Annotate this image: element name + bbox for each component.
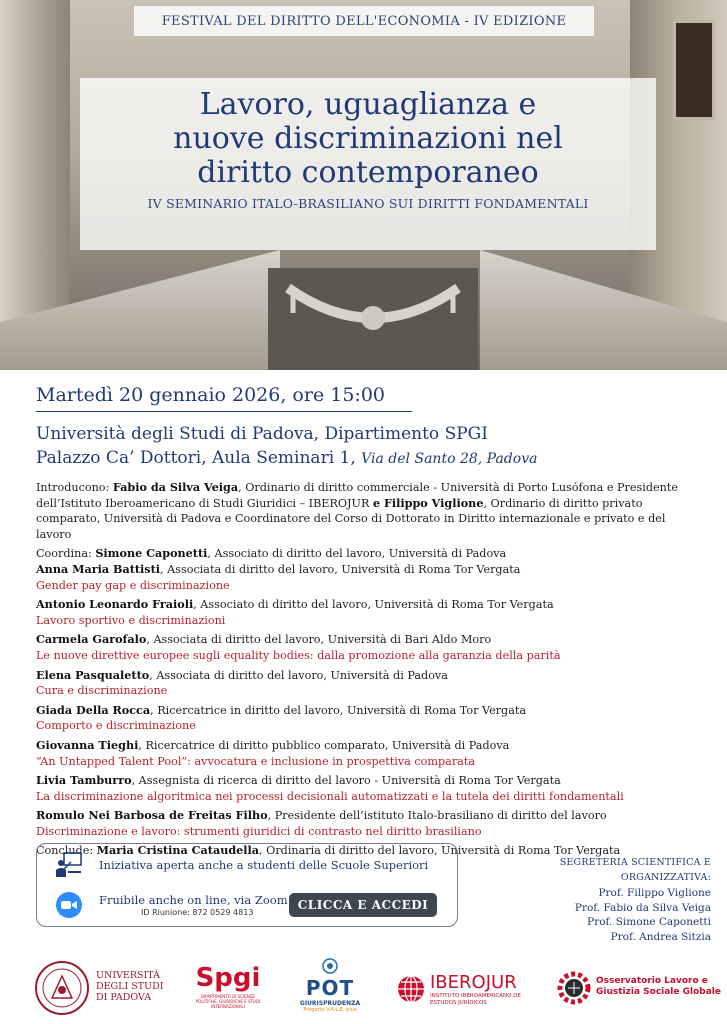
iberojur-wordmark: IBEROJUR bbox=[430, 972, 517, 993]
talk-title: La discriminazione algoritmica nei processi decisionali automatizzati e la tutela dei diritti fondamentali bbox=[36, 789, 624, 803]
online-access-box bbox=[36, 843, 458, 927]
program bbox=[36, 480, 696, 859]
zoom-note: Fruibile anche on line, via Zoom bbox=[99, 893, 288, 907]
talk-title: Comporto e discriminazione bbox=[36, 719, 196, 733]
speaker-item bbox=[36, 562, 696, 593]
spgi-wordmark: Spgi bbox=[195, 963, 261, 993]
venue-address: Via del Santo 28, Padova bbox=[361, 451, 538, 467]
pot-subcaption: Progetto V.A.L.E.-plus bbox=[303, 1007, 357, 1013]
venue-line-2 bbox=[36, 446, 537, 471]
logo-strip bbox=[0, 950, 727, 1024]
talk-title: Discriminazione e lavoro: strumenti giuridici di contrasto nel diritto brasiliano bbox=[36, 824, 482, 838]
speaker-name: Giada Della Rocca bbox=[36, 702, 151, 717]
intro-label: Introducono: bbox=[36, 481, 113, 494]
pot-caption: GIURISPRUDENZA bbox=[299, 1000, 361, 1007]
garland-relief bbox=[283, 278, 463, 338]
spgi-logo bbox=[190, 964, 266, 1009]
iberojur-caption: INSTITUTO IBEROAMERICANO DE ESTUDOS JURÍDICOS bbox=[430, 993, 521, 1006]
talk-title: Gender pay gap e discriminazione bbox=[36, 578, 230, 592]
title-line-2: nuove discriminazioni nel bbox=[173, 121, 563, 156]
chair-role: , Associato di diritto del lavoro, Università di Padova bbox=[207, 547, 507, 561]
speaker-name: Romulo Nei Barbosa de Freitas Filho bbox=[36, 808, 268, 823]
speaker-role: , Associata di diritto del lavoro, Università di Bari Aldo Moro bbox=[146, 633, 492, 647]
unipd-seal-icon bbox=[34, 960, 90, 1016]
conclusion-role: , Ordinaria di diritto del lavoro, Università di Roma Tor Vergata bbox=[259, 844, 621, 858]
zoom-icon bbox=[56, 892, 82, 918]
speaker-item bbox=[36, 773, 696, 804]
spgi-caption: DIPARTIMENTO DI SCIENZE POLITICHE, GIURIDICHE E STUDI INTERNAZIONALI bbox=[195, 994, 261, 1009]
observatory-line: Osservatorio Lavoro e bbox=[596, 976, 708, 986]
conclusion-name: Maria Cristina Cataudella bbox=[96, 843, 260, 858]
intro-conjunction: e bbox=[372, 495, 384, 510]
intro-speaker-2: Filippo Viglione bbox=[383, 495, 484, 510]
title-line-1: Lavoro, uguaglianza e bbox=[199, 87, 537, 122]
students-note: Iniziativa aperta anche a studenti delle Scuole Superiori bbox=[99, 858, 429, 872]
speaker-name: Giovanna Tieghi bbox=[36, 737, 139, 752]
unipd-line: DI PADOVA bbox=[96, 992, 152, 1003]
chair-name: Simone Caponetti bbox=[95, 546, 208, 561]
festival-name: FESTIVAL DEL DIRITTO DELL'ECONOMIA - IV EDIZIONE bbox=[161, 13, 567, 29]
event-venue bbox=[36, 422, 537, 471]
speaker-name: Carmela Garofalo bbox=[36, 632, 147, 647]
speaker-item bbox=[36, 738, 696, 769]
observatory-logo-text bbox=[596, 976, 721, 998]
join-button[interactable]: CLICCA E ACCEDI bbox=[289, 893, 437, 917]
intro-role-2: , Ordinario di diritto privato comparato, Università di Padova e Coordinatore del Corso di Dottorato in Diritto internazionale e privato e del lavoro bbox=[36, 496, 666, 541]
secretariat-member: Prof. Filippo Viglione bbox=[598, 887, 711, 900]
unipd-line: UNIVERSITÀ bbox=[96, 970, 160, 981]
venue-line-1: Università degli Studi di Padova, Dipartimento SPGI bbox=[36, 424, 488, 444]
intro-speaker-1: Fabio da Silva Veiga bbox=[112, 480, 239, 494]
conclusion-label: Conclude: bbox=[36, 844, 97, 858]
iberojur-globe-icon bbox=[396, 974, 426, 1004]
speaker-name: Elena Pasqualetto bbox=[36, 667, 150, 682]
iberojur-logo-text bbox=[430, 974, 530, 1006]
secretariat-heading: SEGRETERIA SCIENTIFICA E ORGANIZZATIVA: bbox=[559, 857, 711, 883]
festival-banner bbox=[134, 6, 594, 36]
chair-label: Coordina: bbox=[36, 547, 96, 561]
meeting-id: ID Riunione: 872 0529 4813 bbox=[141, 908, 254, 917]
date-divider bbox=[36, 411, 412, 412]
talk-title: Cura e discriminazione bbox=[36, 684, 168, 698]
event-subtitle: IV SEMINARIO ITALO-BRASILIANO SUI DIRITTI FONDAMENTALI bbox=[147, 196, 589, 211]
observatory-line: Giustizia Sociale Globale bbox=[596, 987, 721, 997]
speaker-role: , Ricercatrice in diritto del lavoro, Università di Roma Tor Vergata bbox=[150, 703, 527, 717]
observatory-gear-icon bbox=[556, 970, 592, 1006]
hero-photo bbox=[0, 0, 727, 370]
event-date: Martedì 20 gennaio 2026, ore 15:00 bbox=[36, 384, 385, 406]
speaker-role: , Associata di diritto del lavoro, Università di Padova bbox=[149, 668, 448, 682]
event-title bbox=[80, 88, 656, 190]
secretariat-member: Prof. Andrea Sitzia bbox=[610, 930, 711, 943]
window bbox=[673, 20, 715, 120]
secretariat-member: Prof. Simone Caponetti bbox=[587, 916, 711, 929]
pot-badge-icon bbox=[319, 958, 341, 974]
speaker-item bbox=[36, 597, 696, 628]
title-line-3: diritto contemporaneo bbox=[197, 155, 539, 190]
talk-title: “An Untapped Talent Pool”: avvocatura e inclusione in prospettiva comparata bbox=[36, 754, 476, 768]
speaker-name: Anna Maria Battisti bbox=[36, 561, 161, 576]
speaker-item bbox=[36, 632, 696, 663]
pot-logo bbox=[294, 958, 366, 1013]
intro-role-1: , Ordinario di diritto commerciale - Università di Porto Lusófona e Presidente dell’Istituto Iberoamericano di Studi Giuridici – IBEROJUR bbox=[36, 481, 678, 510]
speaker-role: , Associata di diritto del lavoro, Università di Roma Tor Vergata bbox=[160, 562, 521, 576]
speaker-role: , Assegnista di ricerca di diritto del lavoro - Università di Roma Tor Vergata bbox=[131, 774, 561, 788]
speaker-item bbox=[36, 808, 696, 839]
speaker-name: Livia Tamburro bbox=[36, 773, 132, 788]
speaker-name: Antonio Leonardo Fraioli bbox=[36, 597, 194, 612]
unipd-line: DEGLI STUDI bbox=[96, 981, 164, 992]
pot-wordmark: POT bbox=[305, 976, 355, 1000]
speaker-role: , Presidente dell’istituto Italo-brasiliano di diritto del lavoro bbox=[267, 809, 607, 823]
intro-paragraph bbox=[36, 480, 696, 542]
unipd-logo-text bbox=[96, 970, 163, 1003]
title-panel bbox=[80, 78, 656, 250]
speaker-item bbox=[36, 668, 696, 699]
speaker-role: , Associato di diritto del lavoro, Università di Roma Tor Vergata bbox=[193, 598, 554, 612]
secretariat-member: Prof. Fabio da Silva Veiga bbox=[574, 901, 711, 914]
talk-title: Lavoro sportivo e discriminazioni bbox=[36, 613, 226, 627]
talk-title: Le nuove direttive europee sugli equality bodies: dalla promozione alla garanzia della parità bbox=[36, 648, 561, 662]
secretariat bbox=[474, 856, 711, 945]
chair-line bbox=[36, 546, 696, 562]
venue-room: Palazzo Ca’ Dottori, Aula Seminari 1, bbox=[36, 448, 356, 468]
classroom-icon bbox=[55, 852, 83, 878]
speaker-role: , Ricercatrice di diritto pubblico comparato, Università di Padova bbox=[138, 738, 510, 752]
speaker-item bbox=[36, 703, 696, 734]
